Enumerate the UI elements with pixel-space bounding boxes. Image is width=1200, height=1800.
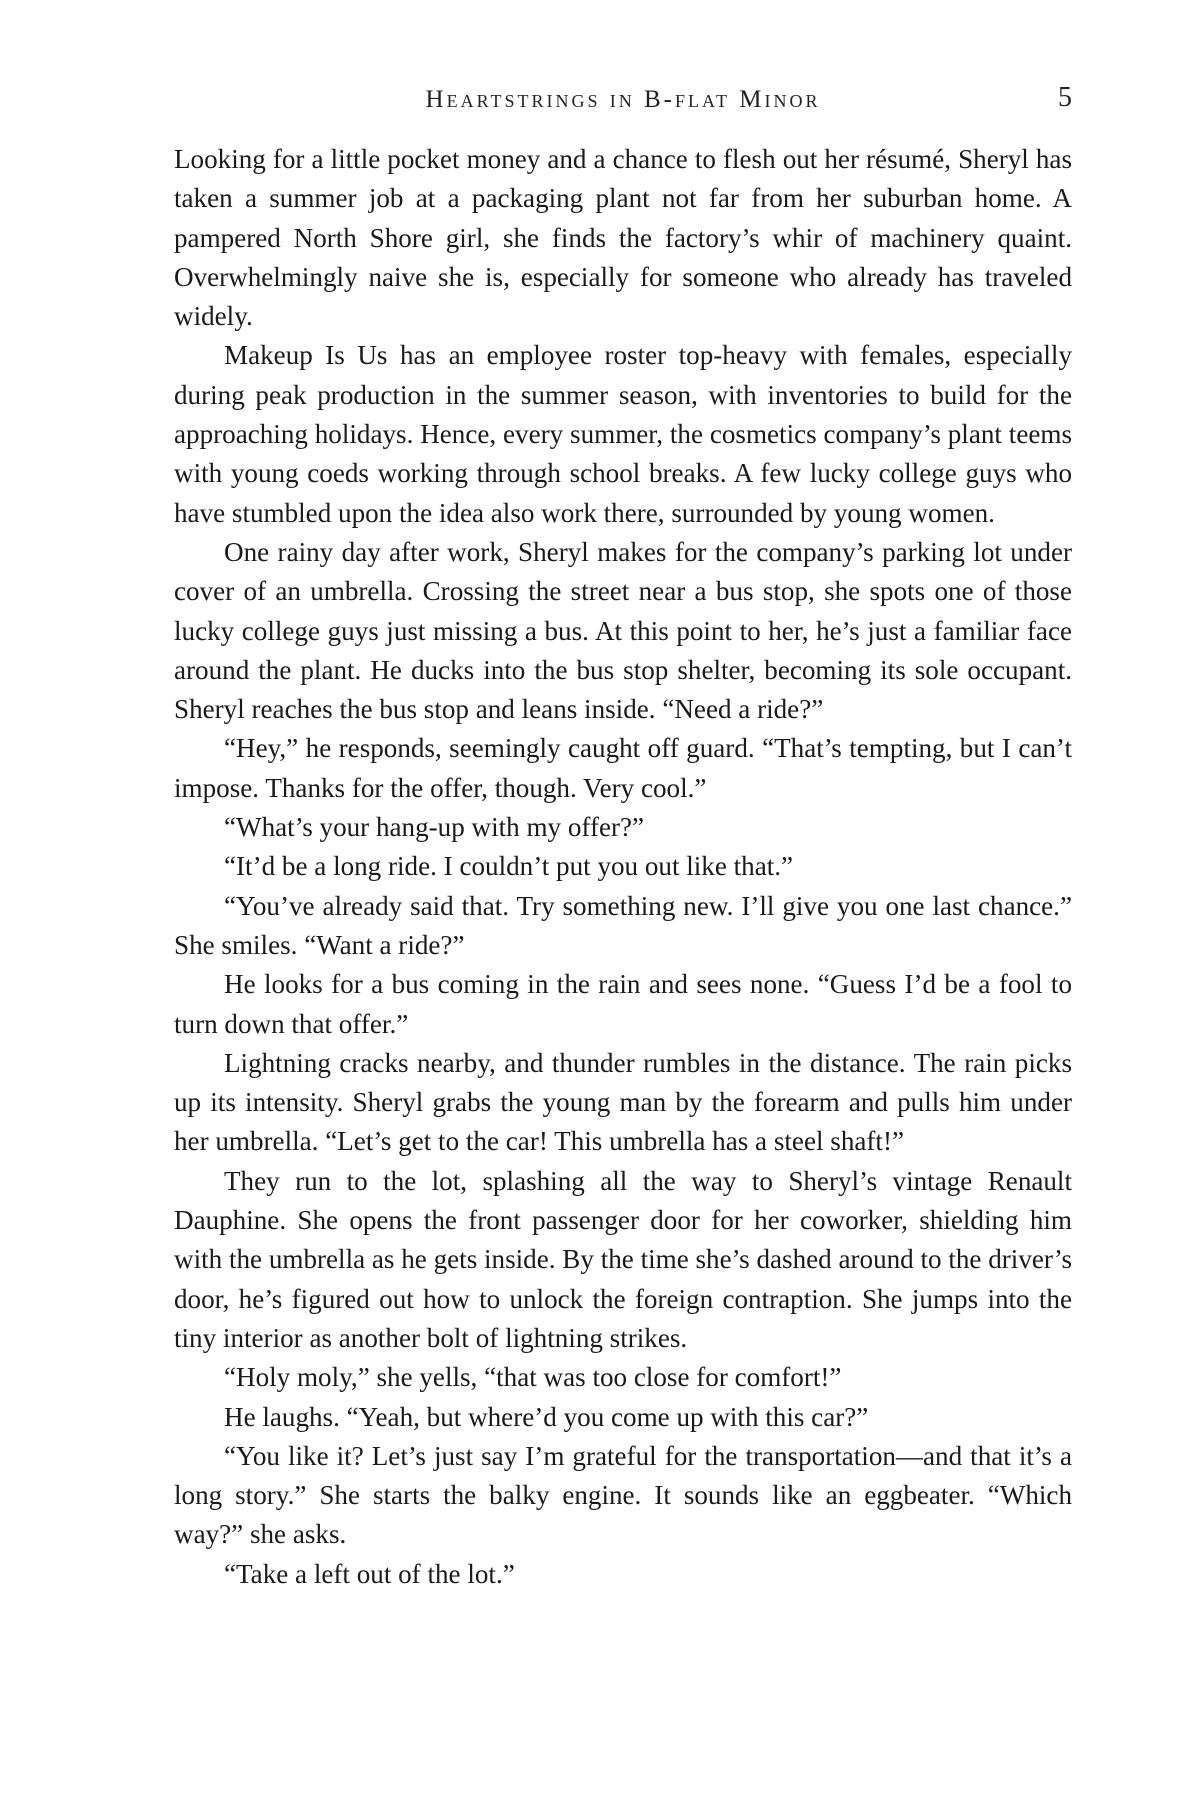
running-header: [174, 82, 1072, 118]
body-text: [174, 140, 1072, 1594]
paragraph: Makeup Is Us has an employee roster top-heavy with females, especially during peak production in the summer season, with inventories to build for the approaching holidays. Hence, every summer, the cosmetics company’s plant teems with young coeds working through school breaks. A few lucky college guys who have stumbled upon the idea also work there, surrounded by young women.: [174, 340, 1072, 528]
paragraph: He looks for a bus coming in the rain and sees none. “Guess I’d be a fool to turn down that offer.”: [174, 969, 1072, 1039]
paragraph: Looking for a little pocket money and a chance to flesh out her résumé, Sheryl has taken a summer job at a packaging plant not far from her suburban home. A pampered North Shore girl, she finds the factory’s whir of machinery quaint. Overwhelmingly naive she is, especially for someone who already has traveled widely.: [174, 144, 1072, 332]
paragraph: “Holy moly,” she yells, “that was too close for comfort!”: [224, 1362, 842, 1393]
paragraph: They run to the lot, splashing all the way to Sheryl’s vintage Renault Dauphine. She opens the front passenger door for her coworker, shielding him with the umbrella as he gets inside. By the time she’s dashed around to the driver’s door, he’s figured out how to unlock the foreign contraption. She jumps into the tiny interior as another bolt of lightning strikes.: [174, 1165, 1072, 1353]
paragraph: “Take a left out of the lot.”: [224, 1558, 515, 1589]
paragraph: “It’d be a long ride. I couldn’t put you out like that.”: [224, 851, 794, 882]
paragraph: “What’s your hang-up with my offer?”: [224, 812, 645, 843]
paragraph: “You’ve already said that. Try something new. I’ll give you one last chance.” She smiles. “Want a ride?”: [174, 890, 1072, 960]
paragraph: He laughs. “Yeah, but where’d you come up with this car?”: [224, 1401, 869, 1432]
paragraph: “Hey,” he responds, seemingly caught off guard. “That’s tempting, but I can’t impose. Thanks for the offer, though. Very cool.”: [174, 733, 1072, 803]
paragraph: Lightning cracks nearby, and thunder rumbles in the distance. The rain picks up its intensity. Sheryl grabs the young man by the forearm and pulls him under her umbrella. “Let’s get to the car! This umbrella has a steel shaft!”: [174, 1047, 1072, 1157]
paragraph: One rainy day after work, Sheryl makes for the company’s parking lot under cover of an umbrella. Crossing the street near a bus stop, she spots one of those lucky college guys just missing a bus. At this point to her, he’s just a familiar face around the plant. He ducks into the bus stop shelter, becoming its sole occupant. Sheryl reaches the bus stop and leans inside. “Need a ride?”: [174, 536, 1072, 725]
paragraph: “You like it? Let’s just say I’m grateful for the transportation—and that it’s a long story.” She starts the balky engine. It sounds like an eggbeater. “Which way?” she asks.: [174, 1440, 1072, 1550]
page-number: 5: [1058, 82, 1072, 113]
running-title: Heartstrings in B-flat Minor: [425, 86, 821, 113]
